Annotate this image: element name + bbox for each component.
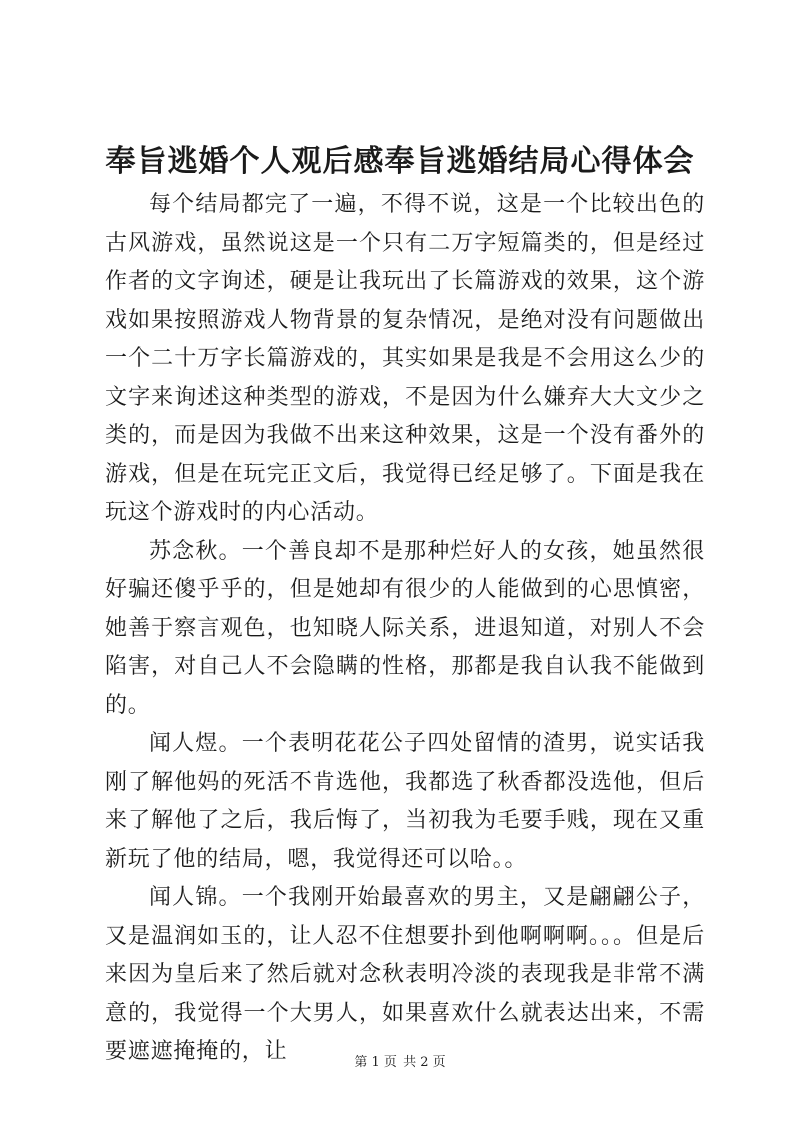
paragraph-3: 闻人煜。一个表明花花公子四处留情的渣男，说实话我刚了解他妈的死活不肯选他，我都选了秋香都没选他，但后来了解他了之后，我后悔了，当初我为毛要手贱，现在又重新玩了他的结局，嗯，我觉得还可以哈。。 [105, 731, 705, 872]
page-number: 第 1 页 [354, 1055, 397, 1070]
page-total: 共 2 页 [403, 1055, 446, 1070]
document-body [105, 186, 705, 1072]
paragraph-2: 苏念秋。一个善良却不是那种烂好人的女孩，她虽然很好骗还傻乎乎的，但是她却有很少的人能做到的心思慎密，她善于察言观色，也知晓人际关系，进退知道，对别人不会陷害，对自己人不会隐瞒的性格，那都是我自认我不能做到的。 [105, 538, 705, 718]
paragraph-1: 每个结局都完了一遍，不得不说，这是一个比较出色的古风游戏，虽然说这是一个只有二万字短篇类的，但是经过作者的文字询述，硬是让我玩出了长篇游戏的效果，这个游戏如果按照游戏人物背景的复杂情况，是绝对没有问题做出一个二十万字长篇游戏的，其实如果是我是不会用这么少的文字来询述这种类型的游戏，不是因为什么嫌弃大大文少之类的，而是因为我做不出来这种效果，这是一个没有番外的游戏，但是在玩完正文后，我觉得已经足够了。下面是我在玩这个游戏时的内心活动。 [105, 192, 705, 525]
paragraph-4: 闻人锦。一个我刚开始最喜欢的男主，又是翩翩公子，又是温润如玉的，让人忍不住想要扑到他啊啊啊。。。但是后来因为皇后来了然后就对念秋表明冷淡的表现我是非常不满意的，我觉得一个大男人，如果喜欢什么就表达出来，不需要遮遮掩掩的，让 [105, 885, 705, 1064]
page-footer [0, 1054, 800, 1072]
document-title: 奉旨逃婚个人观后感奉旨逃婚结局心得体会 [105, 144, 695, 179]
